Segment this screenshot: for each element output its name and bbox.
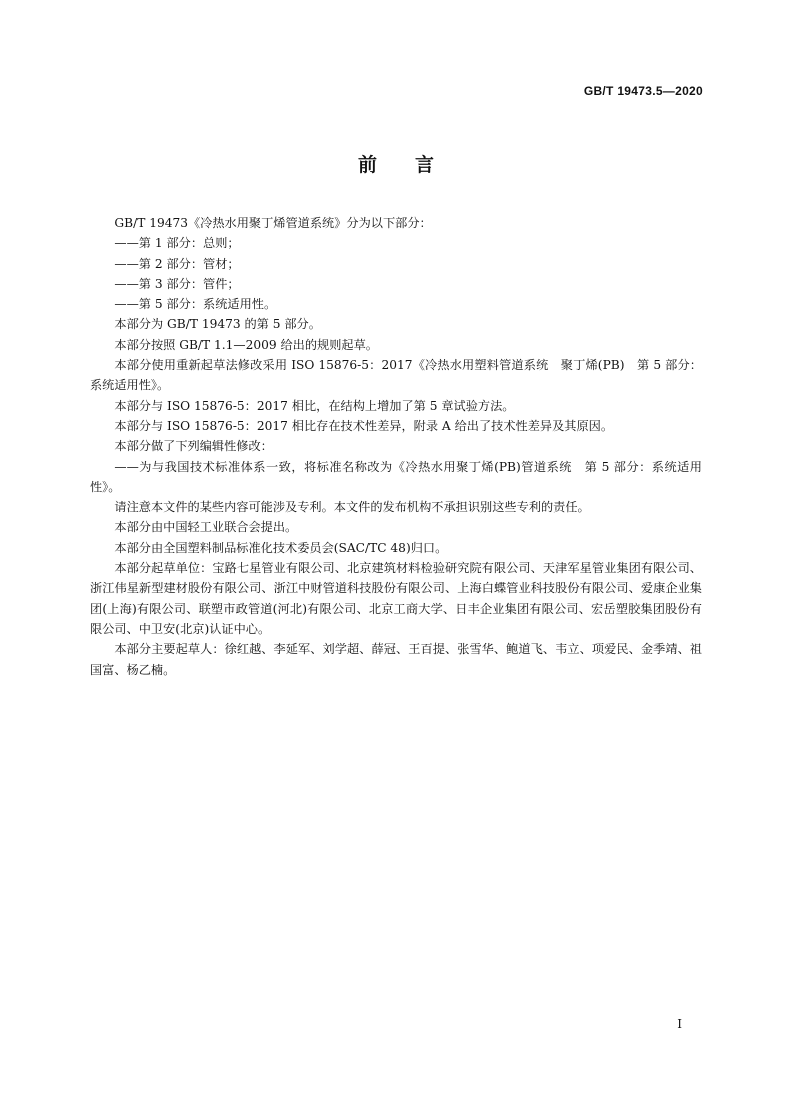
paragraph: 本部分由全国塑料制品标准化技术委员会(SAC/TC 48)归口。 [114, 540, 448, 555]
paragraph: ——第 2 部分：管材； [114, 256, 240, 271]
paragraph: 本部分为 GB/T 19473 的第 5 部分。 [114, 317, 321, 332]
paragraph: GB/T 19473《冷热水用聚丁烯管道系统》分为以下部分： [114, 216, 432, 230]
paragraph: 请注意本文件的某些内容可能涉及专利。本文件的发布机构不承担识别这些专利的责任。 [114, 500, 590, 515]
paragraph: 本部分与 ISO 15876-5：2017 相比，在结构上增加了第 5 章试验方法。 [114, 398, 515, 413]
foreword-body [90, 213, 702, 680]
paragraph: 本部分使用重新起草法修改采用 ISO 15876-5：2017《冷热水用塑料管道系统 聚丁烯(PB) 第 5 部分：系统适用性》。 [90, 358, 702, 393]
standard-code: GB/T 19473.5—2020 [583, 84, 703, 98]
paragraph: 本部分起草单位：宝路七星管业有限公司、北京建筑材料检验研究院有限公司、天津军星管业集团有限公司、浙江伟星新型建材股份有限公司、浙江中财管道科技股份有限公司、上海白蝶管业科技股份有限公司、爱康企业集团(上海)有限公司、联塑市政管道(河北)有限公司、北京工商大学、日丰企业集团有限公司、宏岳塑胶集团股份有限公司、中卫安(北京)认证中心。 [90, 561, 702, 636]
paragraph: 本部分做了下列编辑性修改： [114, 439, 273, 454]
paragraph: 本部分与 ISO 15876-5：2017 相比存在技术性差异，附录 A 给出了技术性差异及其原因。 [114, 418, 614, 433]
paragraph: ——第 5 部分：系统适用性。 [114, 297, 277, 312]
page-number: I [677, 1017, 682, 1031]
paragraph: 本部分主要起草人：徐红越、李延军、刘学超、薛冠、王百提、张雪华、鲍道飞、韦立、项爱民、金季靖、祖国富、杨乙楠。 [90, 642, 702, 677]
paragraph: ——为与我国技术标准体系一致，将标准名称改为《冷热水用聚丁烯(PB)管道系统 第 5 部分：系统适用性》。 [90, 459, 702, 494]
paragraph: ——第 3 部分：管件； [114, 276, 240, 291]
page-title: 前 言 [357, 154, 434, 176]
paragraph: 本部分由中国轻工业联合会提出。 [114, 520, 298, 535]
paragraph: 本部分按照 GB/T 1.1—2009 给出的规则起草。 [114, 337, 378, 352]
paragraph: ——第 1 部分：总则； [114, 236, 240, 251]
